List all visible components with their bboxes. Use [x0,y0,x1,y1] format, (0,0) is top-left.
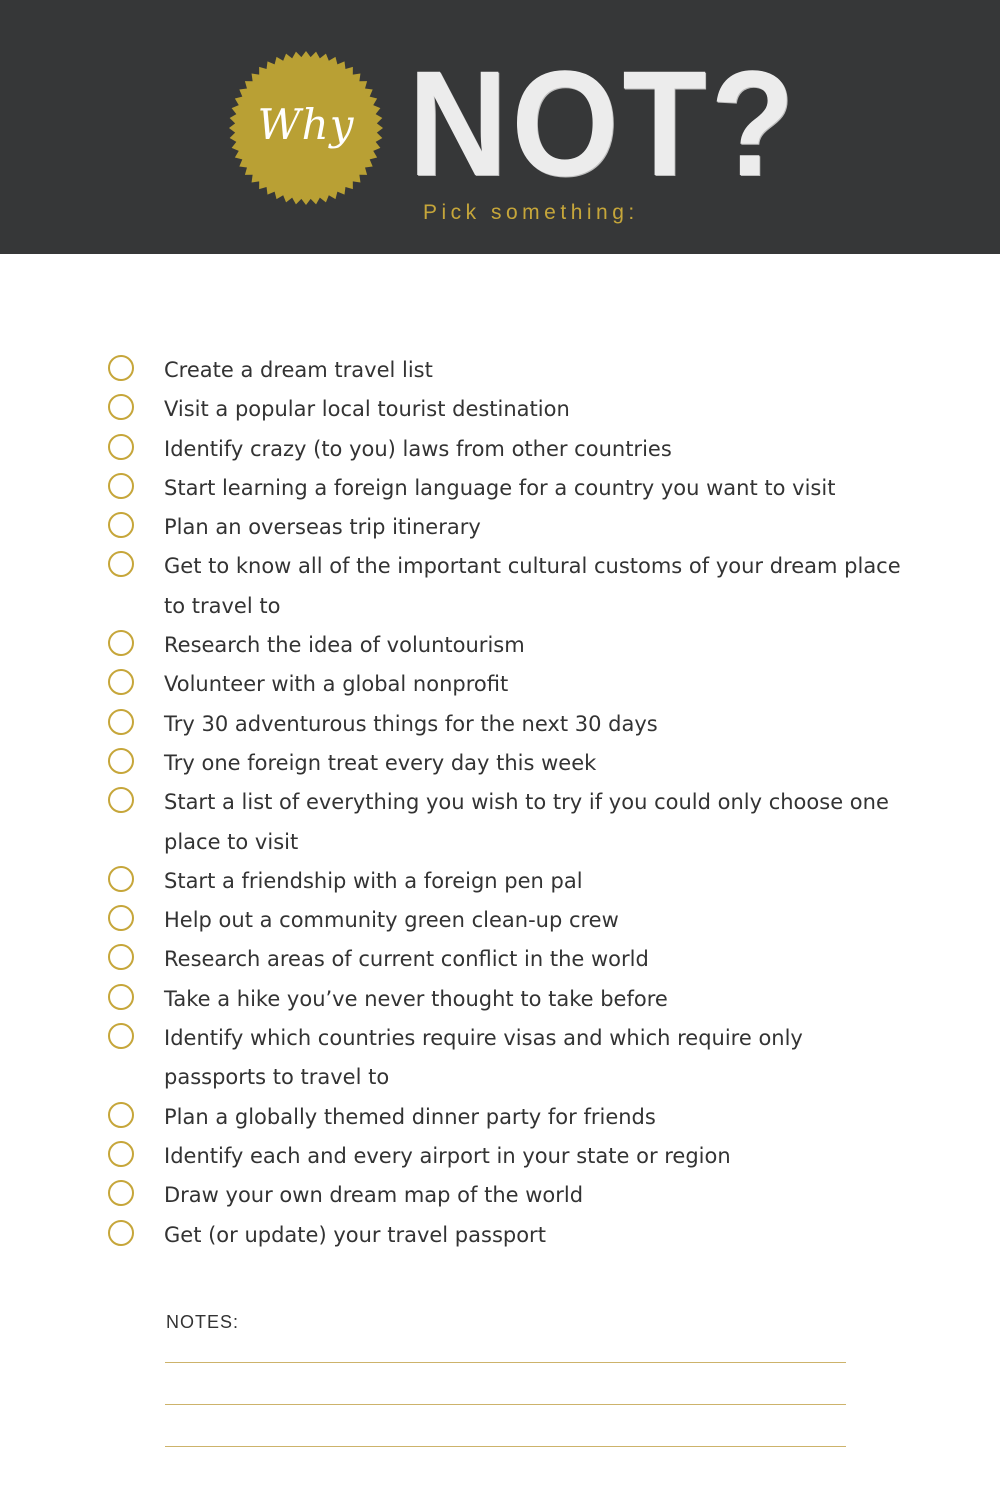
circle-checkbox-icon[interactable] [108,787,134,813]
checklist-item-text: Create a dream travel list [164,358,433,382]
checklist-item[interactable] [108,665,908,704]
checklist-item[interactable] [108,430,908,469]
checklist-item-text: Identify crazy (to you) laws from other countries [164,436,672,461]
badge-text: Why [257,100,355,149]
circle-checkbox-icon[interactable] [108,1141,134,1167]
checklist-item[interactable] [108,351,908,390]
notes-line[interactable] [165,1362,846,1363]
checklist-item-text: Start a list of everything you wish to try if you could only choose one place to visit [164,790,889,854]
checklist-item[interactable] [108,901,908,940]
notes-line[interactable] [165,1446,846,1447]
checklist-item-text: Plan an overseas trip itinerary [164,515,481,540]
page-subtitle: Pick something: [423,201,639,224]
checklist-item-text: Get (or update) your travel passport [164,1222,546,1247]
checklist-item-text: Try 30 adventurous things for the next 30 days [164,711,658,736]
circle-checkbox-icon[interactable] [108,394,134,420]
checklist-item-text: Take a hike you’ve never thought to take before [164,986,668,1011]
checklist-item[interactable] [108,1098,908,1137]
checklist-item-text: Plan a globally themed dinner party for friends [164,1104,656,1129]
checklist-item[interactable] [108,940,908,979]
checklist-item[interactable] [108,469,908,508]
checklist-item[interactable] [108,744,908,783]
circle-checkbox-icon[interactable] [108,944,134,970]
circle-checkbox-icon[interactable] [108,473,134,499]
circle-checkbox-icon[interactable] [108,1023,134,1049]
checklist-item[interactable] [108,1137,908,1176]
checklist-item[interactable] [108,547,908,626]
checklist-item[interactable] [108,1176,908,1215]
notes-line[interactable] [165,1404,846,1405]
checklist-item-text: Draw your own dream map of the world [164,1183,584,1208]
checklist-item[interactable] [108,390,908,429]
checklist-item[interactable] [108,783,908,862]
checklist-item-text: Visit a popular local tourist destination [164,397,570,422]
circle-checkbox-icon[interactable] [108,1102,134,1128]
circle-checkbox-icon[interactable] [108,905,134,931]
circle-checkbox-icon[interactable] [108,669,134,695]
checklist-item-text: Identify which countries require visas and which require only passports to travel to [164,1026,803,1090]
page-title: NOT? [408,39,799,207]
circle-checkbox-icon[interactable] [108,748,134,774]
header-banner [0,0,1000,254]
notes-label: NOTES: [166,1312,240,1332]
why-seal-badge [228,50,384,206]
checklist-item-text: Help out a community green clean-up crew [164,908,619,933]
circle-checkbox-icon[interactable] [108,512,134,538]
circle-checkbox-icon[interactable] [108,709,134,735]
checklist-item-text: Volunteer with a global nonprofit [164,672,509,697]
checklist [108,351,908,1255]
checklist-item-text: Identify each and every airport in your state or region [164,1143,731,1168]
checklist-item-text: Get to know all of the important cultural customs of your dream place to travel to [164,554,901,618]
circle-checkbox-icon[interactable] [108,355,134,381]
circle-checkbox-icon[interactable] [108,866,134,892]
checklist-item-text: Research the idea of voluntourism [164,633,525,658]
circle-checkbox-icon[interactable] [108,984,134,1010]
checklist-item[interactable] [108,508,908,547]
checklist-item[interactable] [108,626,908,665]
circle-checkbox-icon[interactable] [108,434,134,460]
circle-checkbox-icon[interactable] [108,1220,134,1246]
circle-checkbox-icon[interactable] [108,1180,134,1206]
checklist-item[interactable] [108,1216,908,1255]
checklist-item-text: Try one foreign treat every day this week [164,750,597,775]
checklist-item-text: Start learning a foreign language for a country you want to visit [164,475,836,500]
checklist-item[interactable] [108,862,908,901]
checklist-item-text: Start a friendship with a foreign pen pal [164,868,583,893]
checklist-item-text: Research areas of current conflict in the world [164,947,649,972]
circle-checkbox-icon[interactable] [108,630,134,656]
checklist-item[interactable] [108,705,908,744]
checklist-item[interactable] [108,980,908,1019]
circle-checkbox-icon[interactable] [108,551,134,577]
checklist-item[interactable] [108,1019,908,1098]
